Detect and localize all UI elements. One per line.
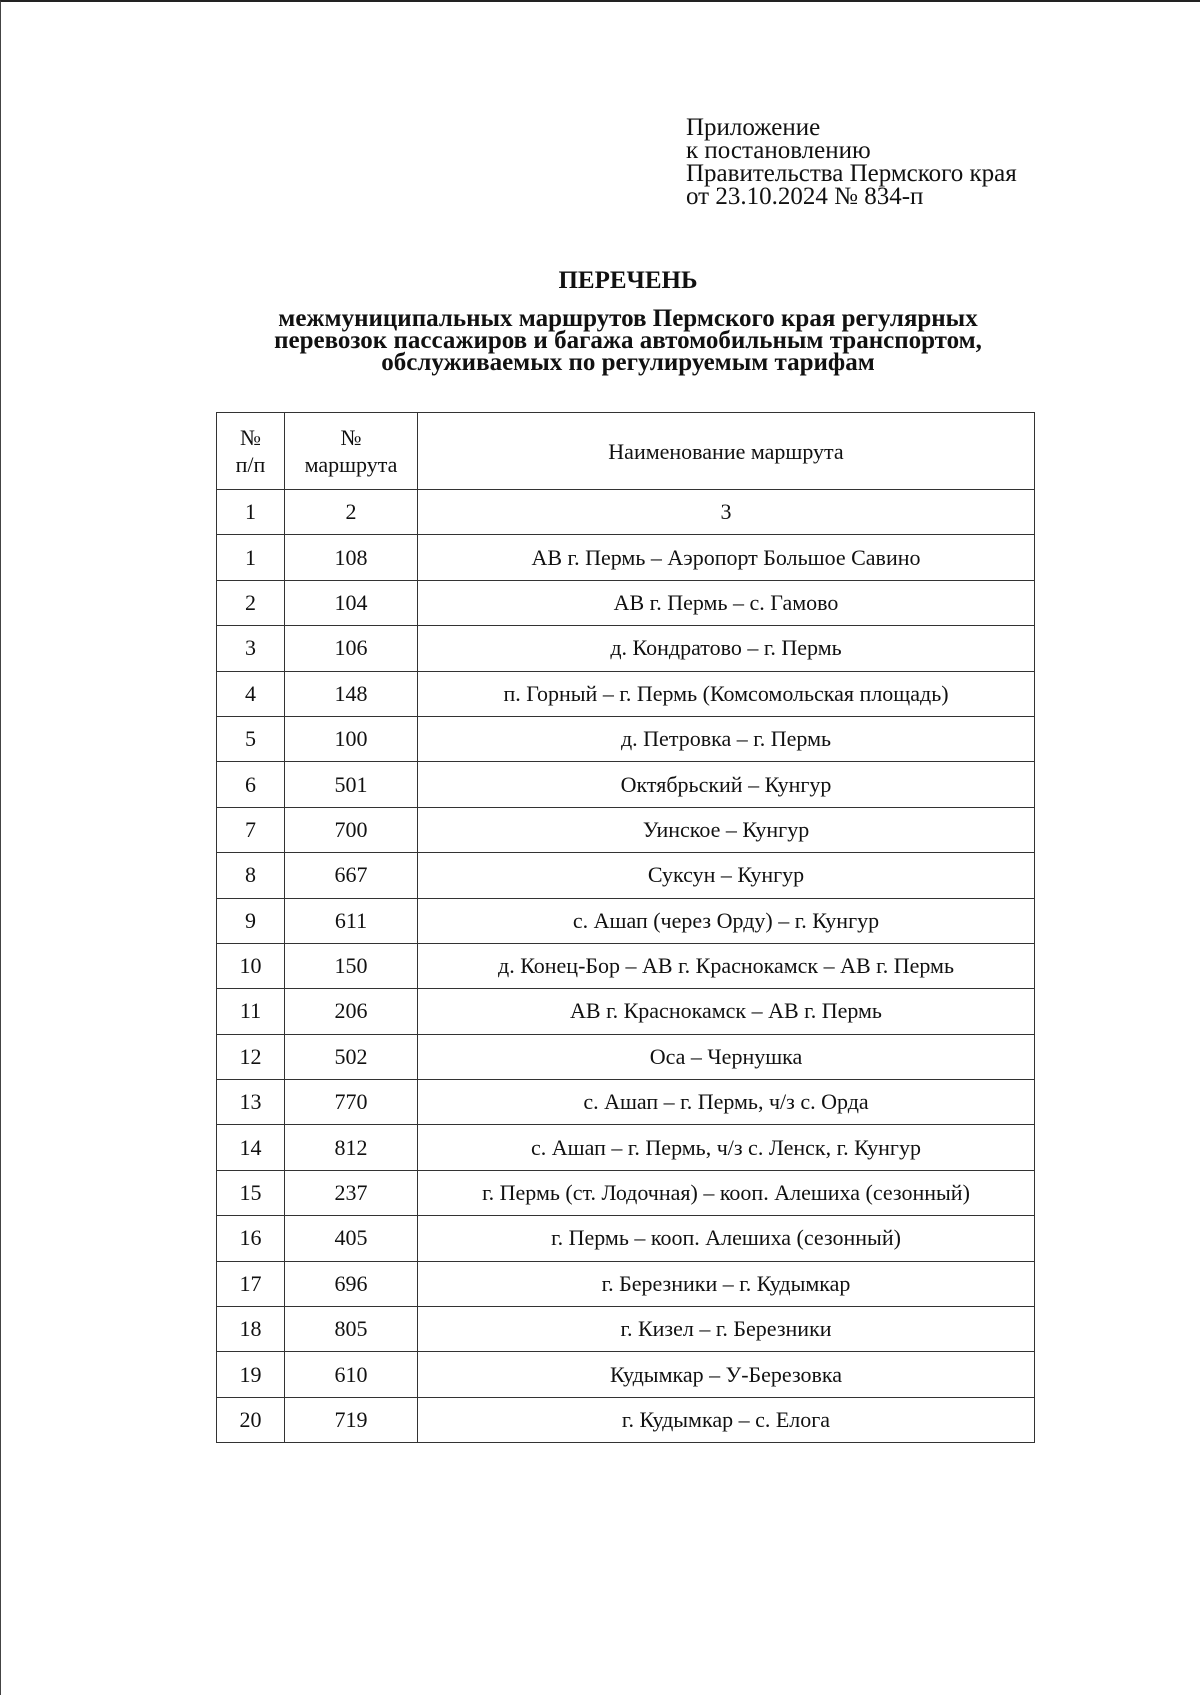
row-number-cell: 9 — [217, 898, 285, 943]
row-number-cell: 20 — [217, 1397, 285, 1442]
appendix-line: к постановлению — [686, 137, 871, 164]
document-title: ПЕРЕЧЕНЬ — [558, 267, 698, 294]
route-number-cell: 405 — [285, 1216, 418, 1261]
table-row — [217, 762, 1035, 807]
route-number-cell: 770 — [285, 1080, 418, 1125]
route-name-cell: г. Березники – г. Кудымкар — [418, 1261, 1035, 1306]
appendix-line: Приложение — [686, 114, 821, 141]
header-row-number — [217, 413, 285, 490]
table-row — [217, 898, 1035, 943]
column-number: 3 — [418, 490, 1035, 535]
route-name-cell: АВ г. Пермь – Аэропорт Большое Савино — [418, 535, 1035, 580]
row-number-cell: 10 — [217, 943, 285, 988]
route-name-cell: г. Пермь – кооп. Алешиха (сезонный) — [418, 1216, 1035, 1261]
route-name-cell: г. Пермь (ст. Лодочная) – кооп. Алешиха (сезонный) — [418, 1170, 1035, 1215]
route-number-cell: 696 — [285, 1261, 418, 1306]
table-row — [217, 716, 1035, 761]
route-name-cell: Кудымкар – У-Березовка — [418, 1352, 1035, 1397]
route-name-cell: Уинское – Кунгур — [418, 807, 1035, 852]
route-number-cell: 667 — [285, 853, 418, 898]
route-number-cell: 237 — [285, 1170, 418, 1215]
table-row — [217, 535, 1035, 580]
table-row — [217, 989, 1035, 1034]
route-name-cell: с. Ашап – г. Пермь, ч/з с. Ленск, г. Кунгур — [418, 1125, 1035, 1170]
row-number-cell: 13 — [217, 1080, 285, 1125]
route-name-cell: АВ г. Пермь – с. Гамово — [418, 580, 1035, 625]
routes-table — [216, 412, 1035, 1443]
column-numbering-row — [217, 490, 1035, 535]
route-name-cell: Суксун – Кунгур — [418, 853, 1035, 898]
table-row — [217, 1080, 1035, 1125]
route-number-cell: 501 — [285, 762, 418, 807]
row-number-cell: 6 — [217, 762, 285, 807]
table-row — [217, 1307, 1035, 1352]
table-row — [217, 943, 1035, 988]
route-name-cell: с. Ашап (через Орду) – г. Кунгур — [418, 898, 1035, 943]
table-row — [217, 580, 1035, 625]
route-number-cell: 611 — [285, 898, 418, 943]
header-text: № — [340, 425, 362, 450]
table-row — [217, 807, 1035, 852]
row-number-cell: 8 — [217, 853, 285, 898]
row-number-cell: 4 — [217, 671, 285, 716]
route-number-cell: 106 — [285, 626, 418, 671]
document-subtitle — [150, 305, 1106, 376]
row-number-cell: 17 — [217, 1261, 285, 1306]
route-name-cell: Оса – Чернушка — [418, 1034, 1035, 1079]
table-row — [217, 1397, 1035, 1442]
column-number: 2 — [285, 490, 418, 535]
route-number-cell: 610 — [285, 1352, 418, 1397]
route-number-cell: 700 — [285, 807, 418, 852]
column-number: 1 — [217, 490, 285, 535]
appendix-line: от 23.10.2024 № 834-п — [686, 183, 924, 210]
route-name-cell: г. Кудымкар – с. Елога — [418, 1397, 1035, 1442]
subtitle-line: перевозок пассажиров и багажа автомобильным транспортом, — [274, 327, 982, 354]
table-row — [217, 1261, 1035, 1306]
route-number-cell: 148 — [285, 671, 418, 716]
row-number-cell: 15 — [217, 1170, 285, 1215]
row-number-cell: 14 — [217, 1125, 285, 1170]
header-route-name: Наименование маршрута — [418, 413, 1035, 490]
appendix-block — [686, 116, 1017, 208]
route-name-cell: д. Петровка – г. Пермь — [418, 716, 1035, 761]
header-text: маршрута — [304, 452, 398, 477]
subtitle-line: межмуниципальных маршрутов Пермского края регулярных — [278, 305, 978, 332]
table-row — [217, 626, 1035, 671]
header-text: п/п — [235, 452, 266, 477]
row-number-cell: 18 — [217, 1307, 285, 1352]
appendix-line: Правительства Пермского края — [686, 160, 1017, 187]
row-number-cell: 12 — [217, 1034, 285, 1079]
route-number-cell: 805 — [285, 1307, 418, 1352]
row-number-cell: 19 — [217, 1352, 285, 1397]
route-name-cell: п. Горный – г. Пермь (Комсомольская площадь) — [418, 671, 1035, 716]
route-name-cell: с. Ашап – г. Пермь, ч/з с. Орда — [418, 1080, 1035, 1125]
table-row — [217, 1125, 1035, 1170]
subtitle-line: обслуживаемых по регулируемым тарифам — [381, 349, 875, 376]
row-number-cell: 1 — [217, 535, 285, 580]
header-text: № — [240, 425, 261, 450]
row-number-cell: 2 — [217, 580, 285, 625]
header-route-number — [285, 413, 418, 490]
route-number-cell: 502 — [285, 1034, 418, 1079]
route-number-cell: 206 — [285, 989, 418, 1034]
table-row — [217, 671, 1035, 716]
table-row — [217, 1170, 1035, 1215]
route-number-cell: 812 — [285, 1125, 418, 1170]
row-number-cell: 16 — [217, 1216, 285, 1261]
row-number-cell: 11 — [217, 989, 285, 1034]
table-header-row — [217, 413, 1035, 490]
route-name-cell: д. Конец-Бор – АВ г. Краснокамск – АВ г. Пермь — [418, 943, 1035, 988]
table-row — [217, 1352, 1035, 1397]
route-name-cell: Октябрьский – Кунгур — [418, 762, 1035, 807]
route-number-cell: 100 — [285, 716, 418, 761]
row-number-cell: 7 — [217, 807, 285, 852]
table-row — [217, 853, 1035, 898]
route-name-cell: д. Кондратово – г. Пермь — [418, 626, 1035, 671]
route-number-cell: 719 — [285, 1397, 418, 1442]
route-number-cell: 104 — [285, 580, 418, 625]
route-number-cell: 150 — [285, 943, 418, 988]
route-name-cell: г. Кизел – г. Березники — [418, 1307, 1035, 1352]
table-row — [217, 1216, 1035, 1261]
table-row — [217, 1034, 1035, 1079]
row-number-cell: 5 — [217, 716, 285, 761]
route-name-cell: АВ г. Краснокамск – АВ г. Пермь — [418, 989, 1035, 1034]
row-number-cell: 3 — [217, 626, 285, 671]
route-number-cell: 108 — [285, 535, 418, 580]
